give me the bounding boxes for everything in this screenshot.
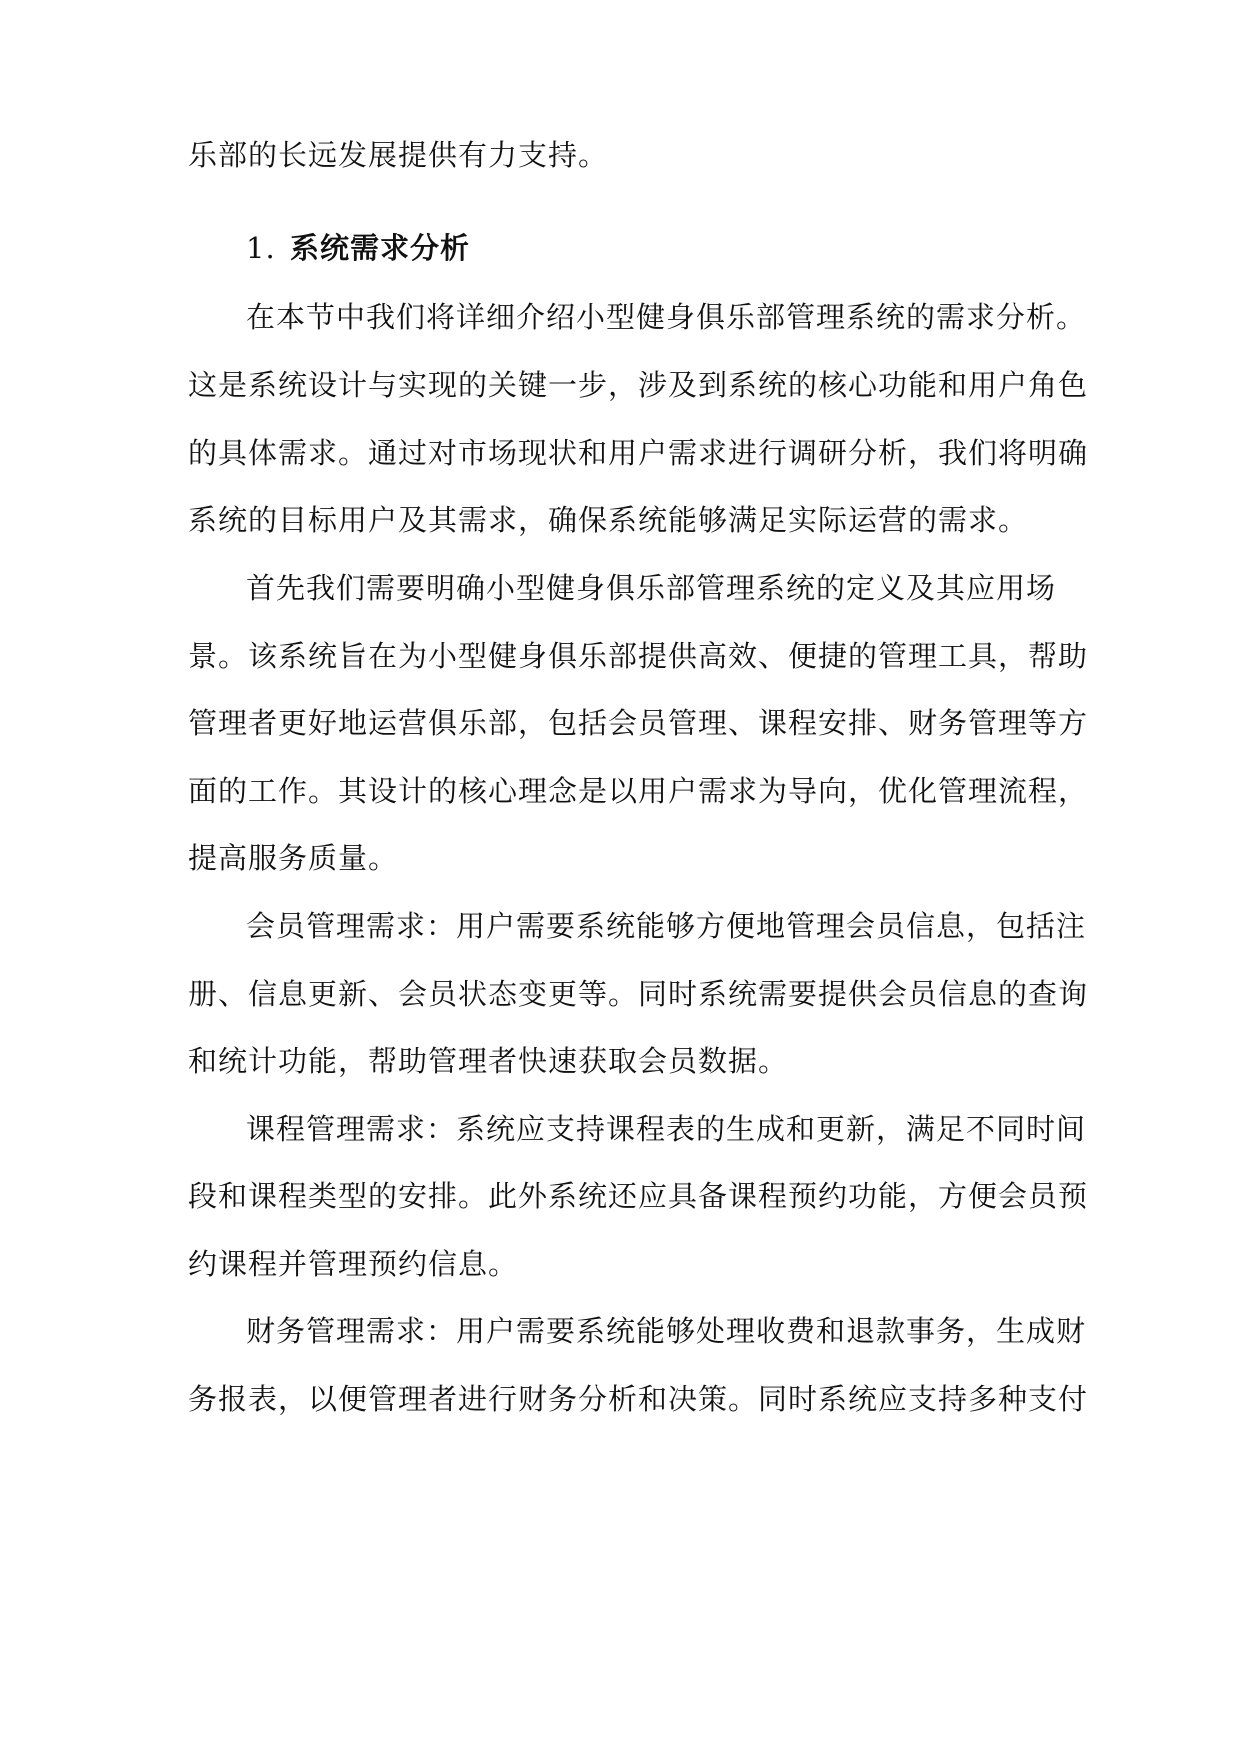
paragraph-line: 在本节中我们将详细介绍小型健身俱乐部管理系统的需求分析。 <box>246 300 1087 334</box>
paragraph-line: 管理者更好地运营俱乐部，包括会员管理、课程安排、财务管理等方 <box>188 706 1089 740</box>
paragraph-line: 面的工作。其设计的核心理念是以用户需求为导向，优化管理流程， <box>188 774 1089 808</box>
paragraph-line: 提高服务质量。 <box>188 841 399 875</box>
paragraph-line: 和统计功能，帮助管理者快速获取会员数据。 <box>188 1044 789 1078</box>
paragraph-line: 务报表，以便管理者进行财务分析和决策。同时系统应支持多种支付 <box>188 1382 1089 1416</box>
section-title: 系统需求分析 <box>290 231 471 265</box>
paragraph-line: 段和课程类型的安排。此外系统还应具备课程预约功能，方便会员预 <box>188 1179 1089 1213</box>
paragraph-line: 课程管理需求：系统应支持课程表的生成和更新，满足不同时间 <box>246 1112 1087 1146</box>
paragraph-line: 这是系统设计与实现的关键一步，涉及到系统的核心功能和用户角色 <box>188 368 1089 402</box>
paragraph-line: 景。该系统旨在为小型健身俱乐部提供高效、便捷的管理工具，帮助 <box>188 639 1089 673</box>
paragraph-line: 乐部的长远发展提供有力支持。 <box>188 138 609 172</box>
paragraph-line: 册、信息更新、会员状态变更等。同时系统需要提供会员信息的查询 <box>188 977 1089 1011</box>
paragraph-line: 首先我们需要明确小型健身俱乐部管理系统的定义及其应用场 <box>246 571 1057 605</box>
section-number: 1. <box>246 231 276 265</box>
section-heading <box>246 228 470 268</box>
paragraph-line: 约课程并管理预约信息。 <box>188 1247 519 1281</box>
paragraph-line: 会员管理需求：用户需要系统能够方便地管理会员信息，包括注 <box>246 909 1087 943</box>
paragraph-line: 财务管理需求：用户需要系统能够处理收费和退款事务，生成财 <box>246 1314 1087 1348</box>
paragraph-line: 的具体需求。通过对市场现状和用户需求进行调研分析，我们将明确 <box>188 436 1089 470</box>
paragraph-line: 系统的目标用户及其需求，确保系统能够满足实际运营的需求。 <box>188 503 1029 537</box>
